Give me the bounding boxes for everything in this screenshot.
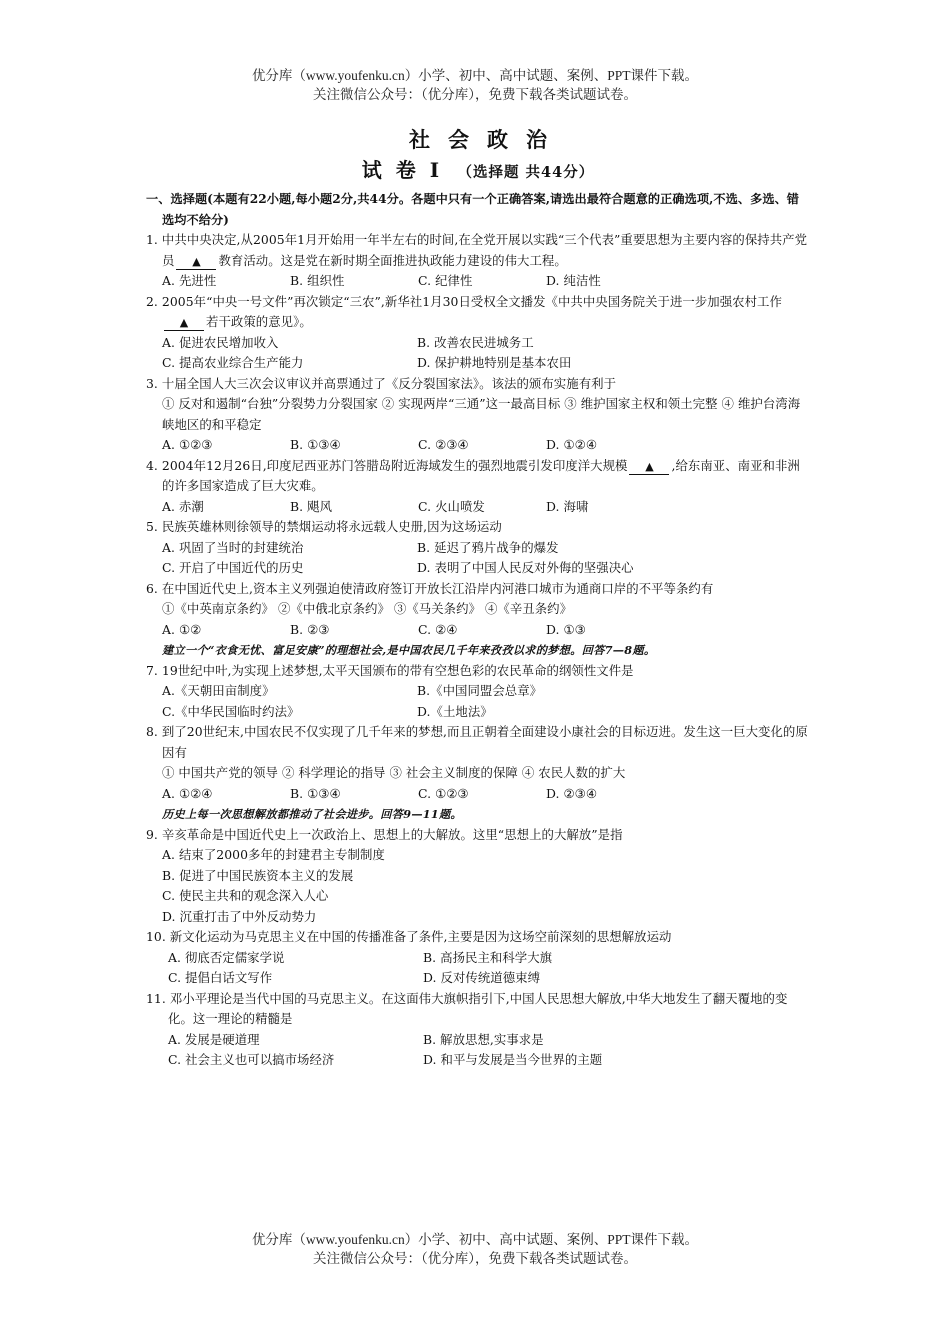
question-stem [146, 292, 810, 333]
subtitle-note: （选择题 共44分） [457, 164, 595, 181]
option-b: B. 飓风 [290, 498, 333, 514]
option-a: A.《天朝田亩制度》 [162, 683, 275, 698]
option-d: D. 和平与发展是当今世界的主题 [423, 1052, 603, 1067]
option-b: B. 高扬民主和科学大旗 [423, 949, 553, 965]
option-b: B.《中国同盟会总章》 [417, 683, 543, 698]
option-d: D. 反对传统道德束缚 [423, 970, 541, 985]
question-stem: 5. 民族英雄林则徐领导的禁烟运动将永远载人史册,因为这场运动 [146, 519, 502, 534]
stem-text: 4. 2004年12月26日,印度尼西亚苏门答腊岛附近海域发生的强烈地震引发印度洋大规模 [146, 457, 628, 473]
blank-triangle-icon: ▲ [179, 316, 189, 329]
option-d: D.《土地法》 [417, 703, 493, 719]
header-banner [0, 66, 950, 104]
question-8 [146, 722, 810, 804]
option-a: A. 发展是硬道理 [168, 1031, 260, 1047]
options [146, 948, 810, 989]
banner-line-2: 关注微信公众号：（优分库），免费下载各类试题试卷。 [313, 1251, 637, 1266]
options [146, 497, 810, 518]
option-d: D. 保护耕地特别是基本农田 [417, 355, 572, 370]
option-c: C. ②③④ [418, 437, 469, 452]
options [146, 333, 810, 374]
option-b: B. ①③④ [290, 437, 341, 452]
question-9 [146, 825, 810, 928]
question-11 [146, 989, 810, 1071]
question-6 [146, 579, 810, 641]
option-c: C.《中华民国临时约法》 [162, 703, 300, 719]
question-7 [146, 661, 810, 723]
option-c: C. 火山喷发 [418, 498, 485, 514]
option-c: C. 纪律性 [418, 273, 473, 288]
options [146, 435, 810, 456]
statement-items: ① 反对和遏制“台独”分裂势力分裂国家 ② 实现两岸“三通”这一最高目标 ③ 维护国家主权和领土完整 ④ 维护台湾海峡地区的和平稳定 [162, 396, 801, 432]
option-d: D. 纯洁性 [546, 273, 601, 288]
option-a: A. 巩固了当时的封建统治 [162, 539, 304, 555]
exam-subtitle [146, 157, 810, 186]
option-a: A. ①②④ [162, 785, 213, 801]
question-stem: 10. 新文化运动为马克思主义在中国的传播准备了条件,主要是因为这场空前深刻的思想解放运动 [146, 929, 672, 944]
stem-text: 1. 中共中央决定,从2005年1月开始用一年半左右的时间,在全党开展以实践“三个代表”重要思想为主要内容的保持共产党员 [146, 232, 808, 268]
option-b: B. 改善农民进城务工 [417, 334, 534, 350]
exam-paper [146, 126, 810, 1071]
option-a: A. 彻底否定儒家学说 [168, 949, 285, 965]
material-9-11: 历史上每一次思想解放都推动了社会进步。回答9—11题。 [162, 807, 462, 821]
statement-items: ① 中国共产党的领导 ② 科学理论的指导 ③ 社会主义制度的保障 ④ 农民人数的扩大 [162, 765, 626, 780]
option-b: B. 促进了中国民族资本主义的发展 [162, 867, 354, 883]
question-stem [146, 230, 810, 271]
option-c: C. 使民主共和的观念深入人心 [162, 888, 329, 903]
option-d: D. 海啸 [546, 498, 589, 514]
blank-triangle-icon: ▲ [645, 459, 654, 473]
option-c: C. 社会主义也可以搞市场经济 [168, 1052, 335, 1067]
blank-triangle-icon: ▲ [192, 254, 201, 268]
stem-text: 若干政策的意见》。 [206, 314, 312, 329]
question-5 [146, 517, 810, 579]
option-a: A. ①② [162, 621, 202, 637]
option-b: B. ②③ [290, 621, 330, 637]
footer-banner [0, 1230, 950, 1268]
option-a: A. 结束了2000多年的封建君主专制制度 [162, 847, 385, 862]
option-b: B. 延迟了鸦片战争的爆发 [417, 539, 559, 555]
option-d: D. 沉重打击了中外反动势力 [162, 908, 317, 924]
option-a: A. 赤潮 [162, 498, 204, 514]
option-a: A. 先进性 [162, 273, 217, 288]
question-stem: 11. 邓小平理论是当代中国的马克思主义。在这面伟大旗帜指引下,中国人民思想大解放,中华大地发生了翻天覆地的变化。这一理论的精髓是 [146, 990, 788, 1026]
option-c: C. 提高农业综合生产能力 [162, 355, 304, 370]
stem-text: ,给东南亚、南亚和非洲的许多国家造成了巨大灾难。 [162, 457, 800, 493]
stem-text: 2. 2005年“中央一号文件”再次锁定“三农”,新华社1月30日受权全文播发《中共中央国务院关于进一步加强农村工作 [146, 293, 782, 309]
option-c: C. 提倡白话文写作 [168, 970, 273, 985]
option-c: C. ②④ [418, 621, 458, 637]
banner-line-1: 优分库（www.youfenku.cn）小学、初中、高中试题、案例、PPT课件下载。 [251, 68, 699, 83]
question-2 [146, 292, 810, 374]
option-d: D. ①③ [546, 621, 586, 637]
question-1 [146, 230, 810, 292]
options [146, 845, 810, 927]
options [146, 784, 810, 805]
subtitle-main: 试卷Ⅰ [361, 158, 454, 182]
question-10 [146, 927, 810, 989]
banner-line-1: 优分库（www.youfenku.cn）小学、初中、高中试题、案例、PPT课件下载。 [251, 1232, 699, 1247]
option-b: B. 解放思想,实事求是 [423, 1031, 544, 1047]
banner-line-2: 关注微信公众号：（优分库），免费下载各类试题试卷。 [313, 87, 637, 102]
option-a: A. ①②③ [162, 437, 213, 452]
answer-blank [164, 315, 204, 331]
options [146, 681, 810, 722]
option-c: C. 开启了中国近代的历史 [162, 560, 304, 575]
answer-blank [176, 254, 216, 270]
question-stem: 3. 十届全国人大三次会议审议并高票通过了《反分裂国家法》。该法的颁布实施有利于 [146, 375, 617, 391]
option-d: D. 表明了中国人民反对外侮的坚强决心 [417, 560, 634, 575]
options [146, 538, 810, 579]
option-a: A. 促进农民增加收入 [162, 334, 279, 350]
question-stem: 7. 19世纪中叶,为实现上述梦想,太平天国颁布的带有空想色彩的农民革命的纲领性文件是 [146, 662, 634, 678]
question-stem: 9. 辛亥革命是中国近代史上一次政治上、思想上的大解放。这里“思想上的大解放”是指 [146, 826, 623, 842]
options [146, 620, 810, 641]
question-stem [146, 456, 810, 497]
answer-blank [629, 459, 669, 475]
material-7-8: 建立一个“衣食无忧、富足安康”的理想社会,是中国农民几千年来孜孜以求的梦想。回答7—8题。 [162, 643, 656, 657]
section-instructions: 一、选择题(本题有22小题,每小题2分,共44分。各题中只有一个正确答案,请选出最符合题意的正确选项,不选、多选、错选均不给分) [146, 192, 800, 227]
question-3 [146, 374, 810, 456]
option-b: B. 组织性 [290, 273, 345, 288]
stem-text: 教育活动。这是党在新时期全面推进执政能力建设的伟大工程。 [218, 252, 567, 268]
question-4 [146, 456, 810, 518]
exam-title: 社会政治 [409, 127, 565, 152]
options [146, 1030, 810, 1071]
question-stem: 6. 在中国近代史上,资本主义列强迫使清政府签订开放长江沿岸内河港口城市为通商口岸的不平等条约有 [146, 580, 714, 596]
statement-items: ①《中英南京条约》 ②《中俄北京条约》 ③《马关条约》 ④《辛丑条约》 [162, 601, 573, 616]
option-c: C. ①②③ [418, 785, 469, 801]
option-b: B. ①③④ [290, 785, 341, 801]
options [146, 271, 810, 292]
option-d: D. ②③④ [546, 785, 597, 801]
option-d: D. ①②④ [546, 437, 597, 452]
question-stem: 8. 到了20世纪末,中国农民不仅实现了几千年来的梦想,而且正朝着全面建设小康社会的目标迈进。发生这一巨大变化的原因有 [146, 724, 808, 760]
